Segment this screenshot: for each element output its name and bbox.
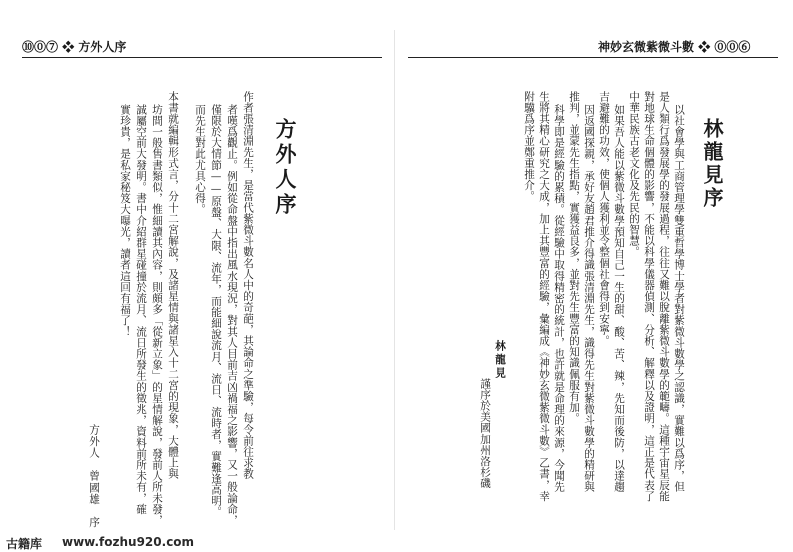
left-page xyxy=(0,0,390,530)
left-header-rule xyxy=(22,57,382,58)
right-text-column: 以社會學與工商管理學雙重哲學博士學者對紫微斗數學之認識，實難以爲序，但 xyxy=(673,104,685,493)
right-text-column: 推判，並蒙先生指點，實獲益良多，並對先生豐富的知識佩服有加。 xyxy=(568,91,580,424)
left-text-column: 者嘆爲觀止。例如從命盤中指出風水現況，對其人目前吉凶禍福之影響，又一般論命， xyxy=(226,104,238,526)
site-name: 古籍库 xyxy=(6,537,43,551)
right-text-column: 吉避難的功效，使個人獲利並令整個社會得到安寧。 xyxy=(598,91,610,347)
right-running-title: 神妙玄微紫微斗數 xyxy=(598,40,695,54)
right-text-column: 是人類行爲發展學的發展過程，往往又難以脫離紫微斗數學的範疇。這種宇宙星辰能 xyxy=(658,91,670,502)
right-text-column: 如果吾人能以紫微斗數學預知自己一生的甜、酸、苦、辣，先知而後防，以達趨 xyxy=(613,104,625,493)
left-page-header xyxy=(22,40,126,54)
page-gutter xyxy=(394,30,395,530)
signature-prefix: 方外人 xyxy=(88,424,100,459)
right-signature-text: 謹序於美國加州洛杉磯 xyxy=(479,378,491,489)
right-text-column: 科學即是經驗的累積。從經驗中取得精密的統計，也許就是命理的來源，今聞先 xyxy=(553,104,565,493)
left-text-column: 僅限於大情節——原盤、大限、流年，而能細說流月、流日、流時者，實難逢高明。 xyxy=(210,104,222,518)
left-running-title: 方外人序 xyxy=(78,40,127,54)
right-text-column: 生將其精心研究之大成，加上其豐富的經驗，彙編成《神妙玄微紫微斗數》乙書，幸 xyxy=(538,91,550,502)
site-footer xyxy=(0,532,793,552)
right-signature-name: 林龍見 xyxy=(494,340,506,381)
signature-name: 曾國雄 xyxy=(88,470,100,506)
left-text-column: 誠屬空前大發明。書中介紹群星碰撞於流月、流日所發生的徵兆，資料前所未有，確 xyxy=(135,104,147,515)
left-text-column: 作者張清淵先生，是當代紫微斗數名人中的奇葩，其論命之準驗，每令前往求教 xyxy=(242,91,254,480)
right-header-rule xyxy=(408,57,778,58)
left-text-column: 坊間一般售書類似，惟細讀其內容，則頗多「從新立象」的星情解說，發前人所未發， xyxy=(151,104,163,526)
right-text-column: 中華民族古老文化及先民的智慧。 xyxy=(628,91,640,258)
left-preface-title: 方外人序 xyxy=(273,118,298,218)
right-text-column: 附驥爲序並鄭重推介。 xyxy=(523,91,535,202)
signature-suffix: 序 xyxy=(88,516,100,529)
diamond-icon: ❖ xyxy=(62,40,75,54)
right-page-number: ⓪⓪⑥ xyxy=(714,40,751,54)
left-text-column: 本書就編輯形式言，分十二宮解說，及諸星情與諸星入十二宮的現象，大體上與 xyxy=(167,91,179,480)
right-text-column: 因返國探親，承好友趙君推介得識張清淵先生，識得先生對紫微斗數學的精研與 xyxy=(583,104,595,493)
left-page-number: ⑩⓪⑦ xyxy=(22,40,59,54)
left-text-column: 而先生對此尤具心得。 xyxy=(194,104,206,215)
diamond-icon: ❖ xyxy=(698,40,711,54)
right-page xyxy=(400,0,793,530)
right-preface-title: 林龍見序 xyxy=(700,118,724,210)
right-text-column: 對地球生命個體的影響，不能以科學儀器偵測、分析、解釋以及證明，這正是代表了 xyxy=(643,91,655,502)
left-text-column: 實珍貴，是私家秘笈大曝光，讀者這回有福了！ xyxy=(119,104,131,338)
site-url[interactable]: www.fozhu920.com xyxy=(62,535,195,549)
left-signature xyxy=(87,424,100,528)
right-page-header xyxy=(598,40,750,54)
